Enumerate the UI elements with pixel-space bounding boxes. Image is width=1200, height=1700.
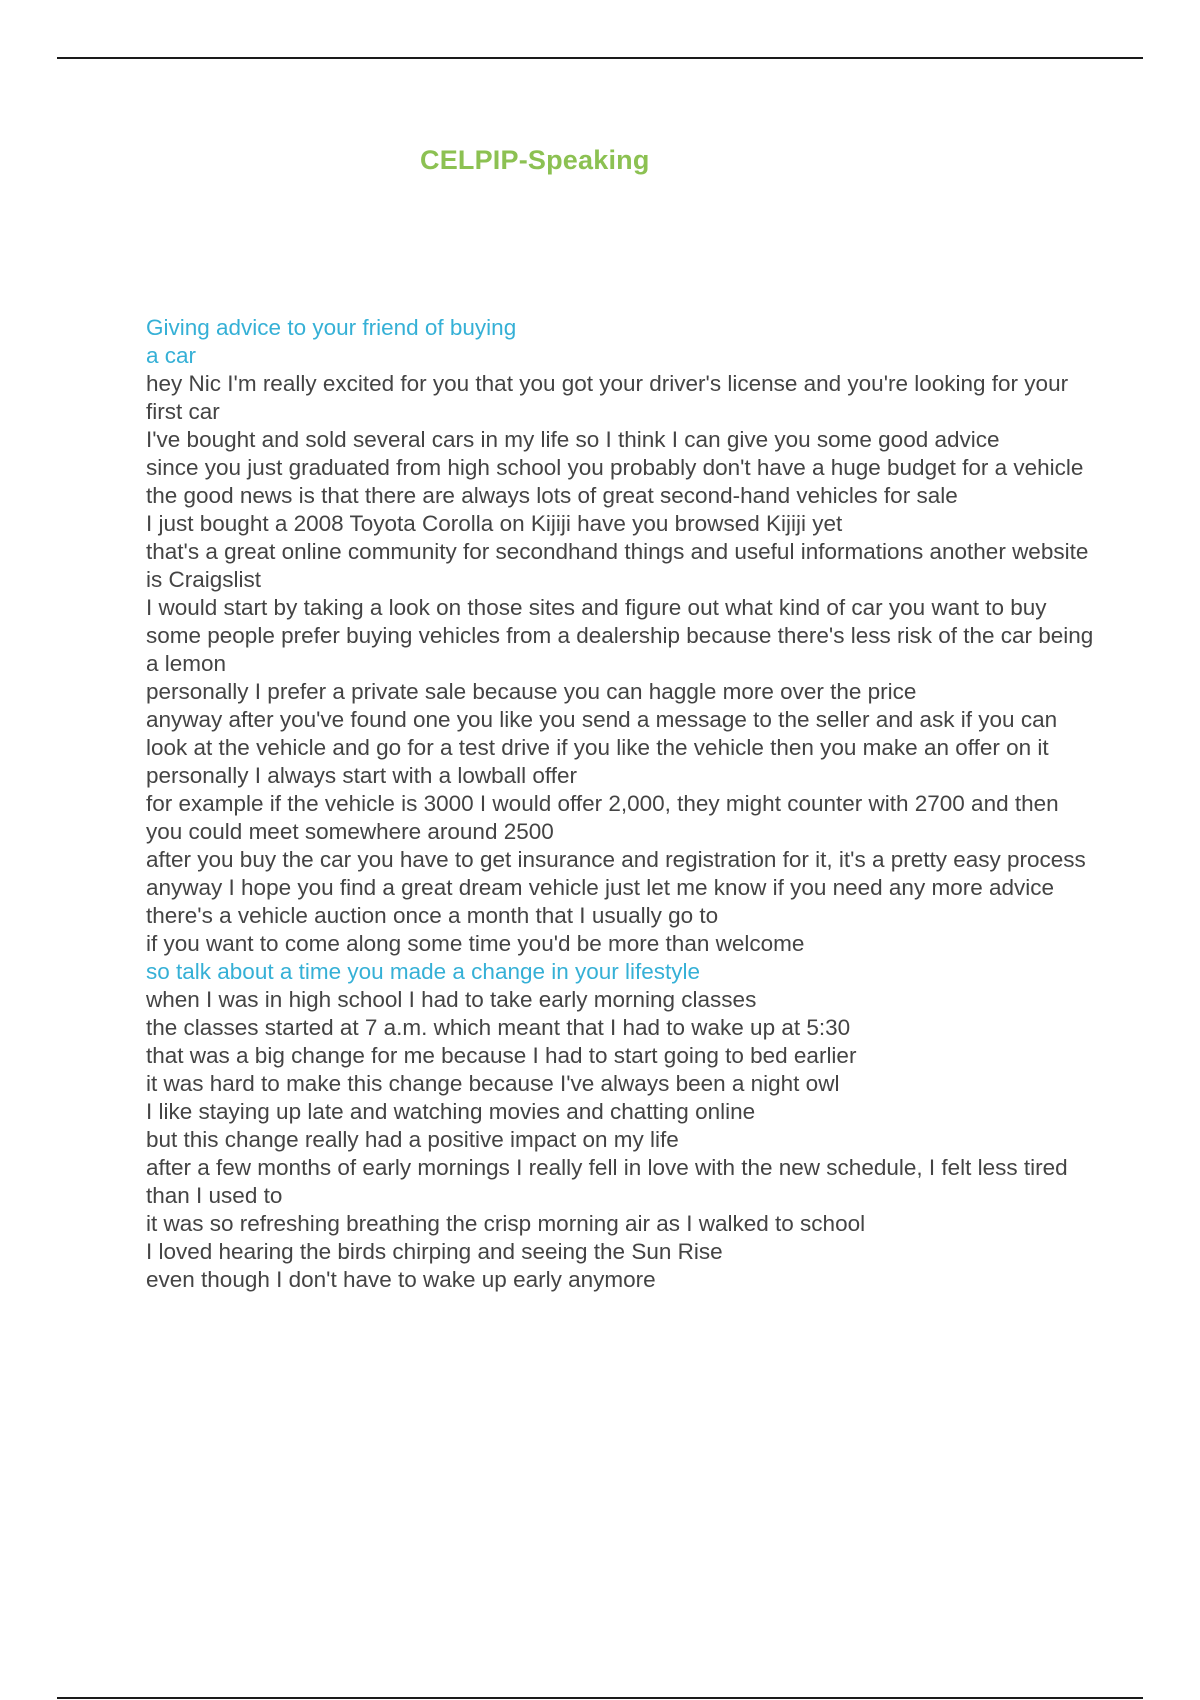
paragraph: if you want to come along some time you'd be more than welcome xyxy=(146,931,805,956)
paragraph: it was hard to make this change because I've always been a night owl xyxy=(146,1071,840,1096)
paragraph: anyway I hope you find a great dream vehicle just let me know if you need any more advice xyxy=(146,875,1054,900)
paragraph: for example if the vehicle is 3000 I would offer 2,000, they might counter with 2700 and then you could meet somewhere around 2500 xyxy=(146,791,1059,844)
document-title: CELPIP-Speaking xyxy=(420,145,650,175)
paragraph: it was so refreshing breathing the crisp morning air as I walked to school xyxy=(146,1211,866,1236)
paragraph: personally I prefer a private sale because you can haggle more over the price xyxy=(146,679,917,704)
paragraph: I just bought a 2008 Toyota Corolla on Kijiji have you browsed Kijiji yet xyxy=(146,511,843,536)
section-heading: so talk about a time you made a change in your lifestyle xyxy=(146,959,701,984)
paragraph: that was a big change for me because I had to start going to bed earlier xyxy=(146,1043,857,1068)
paragraph: I loved hearing the birds chirping and seeing the Sun Rise xyxy=(146,1239,723,1264)
paragraph: I like staying up late and watching movies and chatting online xyxy=(146,1099,756,1124)
paragraph: after you buy the car you have to get insurance and registration for it, it's a pretty easy process xyxy=(146,847,1086,872)
paragraph: the good news is that there are always lots of great second-hand vehicles for sale xyxy=(146,483,958,508)
paragraph: hey Nic I'm really excited for you that you got your driver's license and you're looking for your first car xyxy=(146,371,1069,424)
paragraph: anyway after you've found one you like you send a message to the seller and ask if you can look at the vehicle and go for a test drive if you like the vehicle then you make an offer on it xyxy=(146,707,1058,760)
paragraph: after a few months of early mornings I really fell in love with the new schedule, I felt less tired than I used to xyxy=(146,1155,1068,1208)
paragraph: I've bought and sold several cars in my life so I think I can give you some good advice xyxy=(146,427,1000,452)
paragraph: there's a vehicle auction once a month that I usually go to xyxy=(146,903,719,928)
paragraph: I would start by taking a look on those sites and figure out what kind of car you want to buy xyxy=(146,595,1047,620)
paragraph: the classes started at 7 a.m. which meant that I had to wake up at 5:30 xyxy=(146,1015,851,1040)
document-body xyxy=(146,314,1096,1294)
paragraph: but this change really had a positive impact on my life xyxy=(146,1127,679,1152)
paragraph: personally I always start with a lowball offer xyxy=(146,763,578,788)
section-heading: Giving advice to your friend of buying xyxy=(146,315,517,340)
paragraph: even though I don't have to wake up early anymore xyxy=(146,1267,656,1292)
paragraph: when I was in high school I had to take early morning classes xyxy=(146,987,757,1012)
page-top-rule xyxy=(57,57,1143,59)
section-heading: a car xyxy=(146,343,197,368)
paragraph: some people prefer buying vehicles from a dealership because there's less risk of the car being a lemon xyxy=(146,623,1094,676)
paragraph: that's a great online community for secondhand things and useful informations another website is Craigslist xyxy=(146,539,1089,592)
page-bottom-rule xyxy=(57,1697,1143,1699)
paragraph: since you just graduated from high school you probably don't have a huge budget for a vehicle xyxy=(146,455,1084,480)
